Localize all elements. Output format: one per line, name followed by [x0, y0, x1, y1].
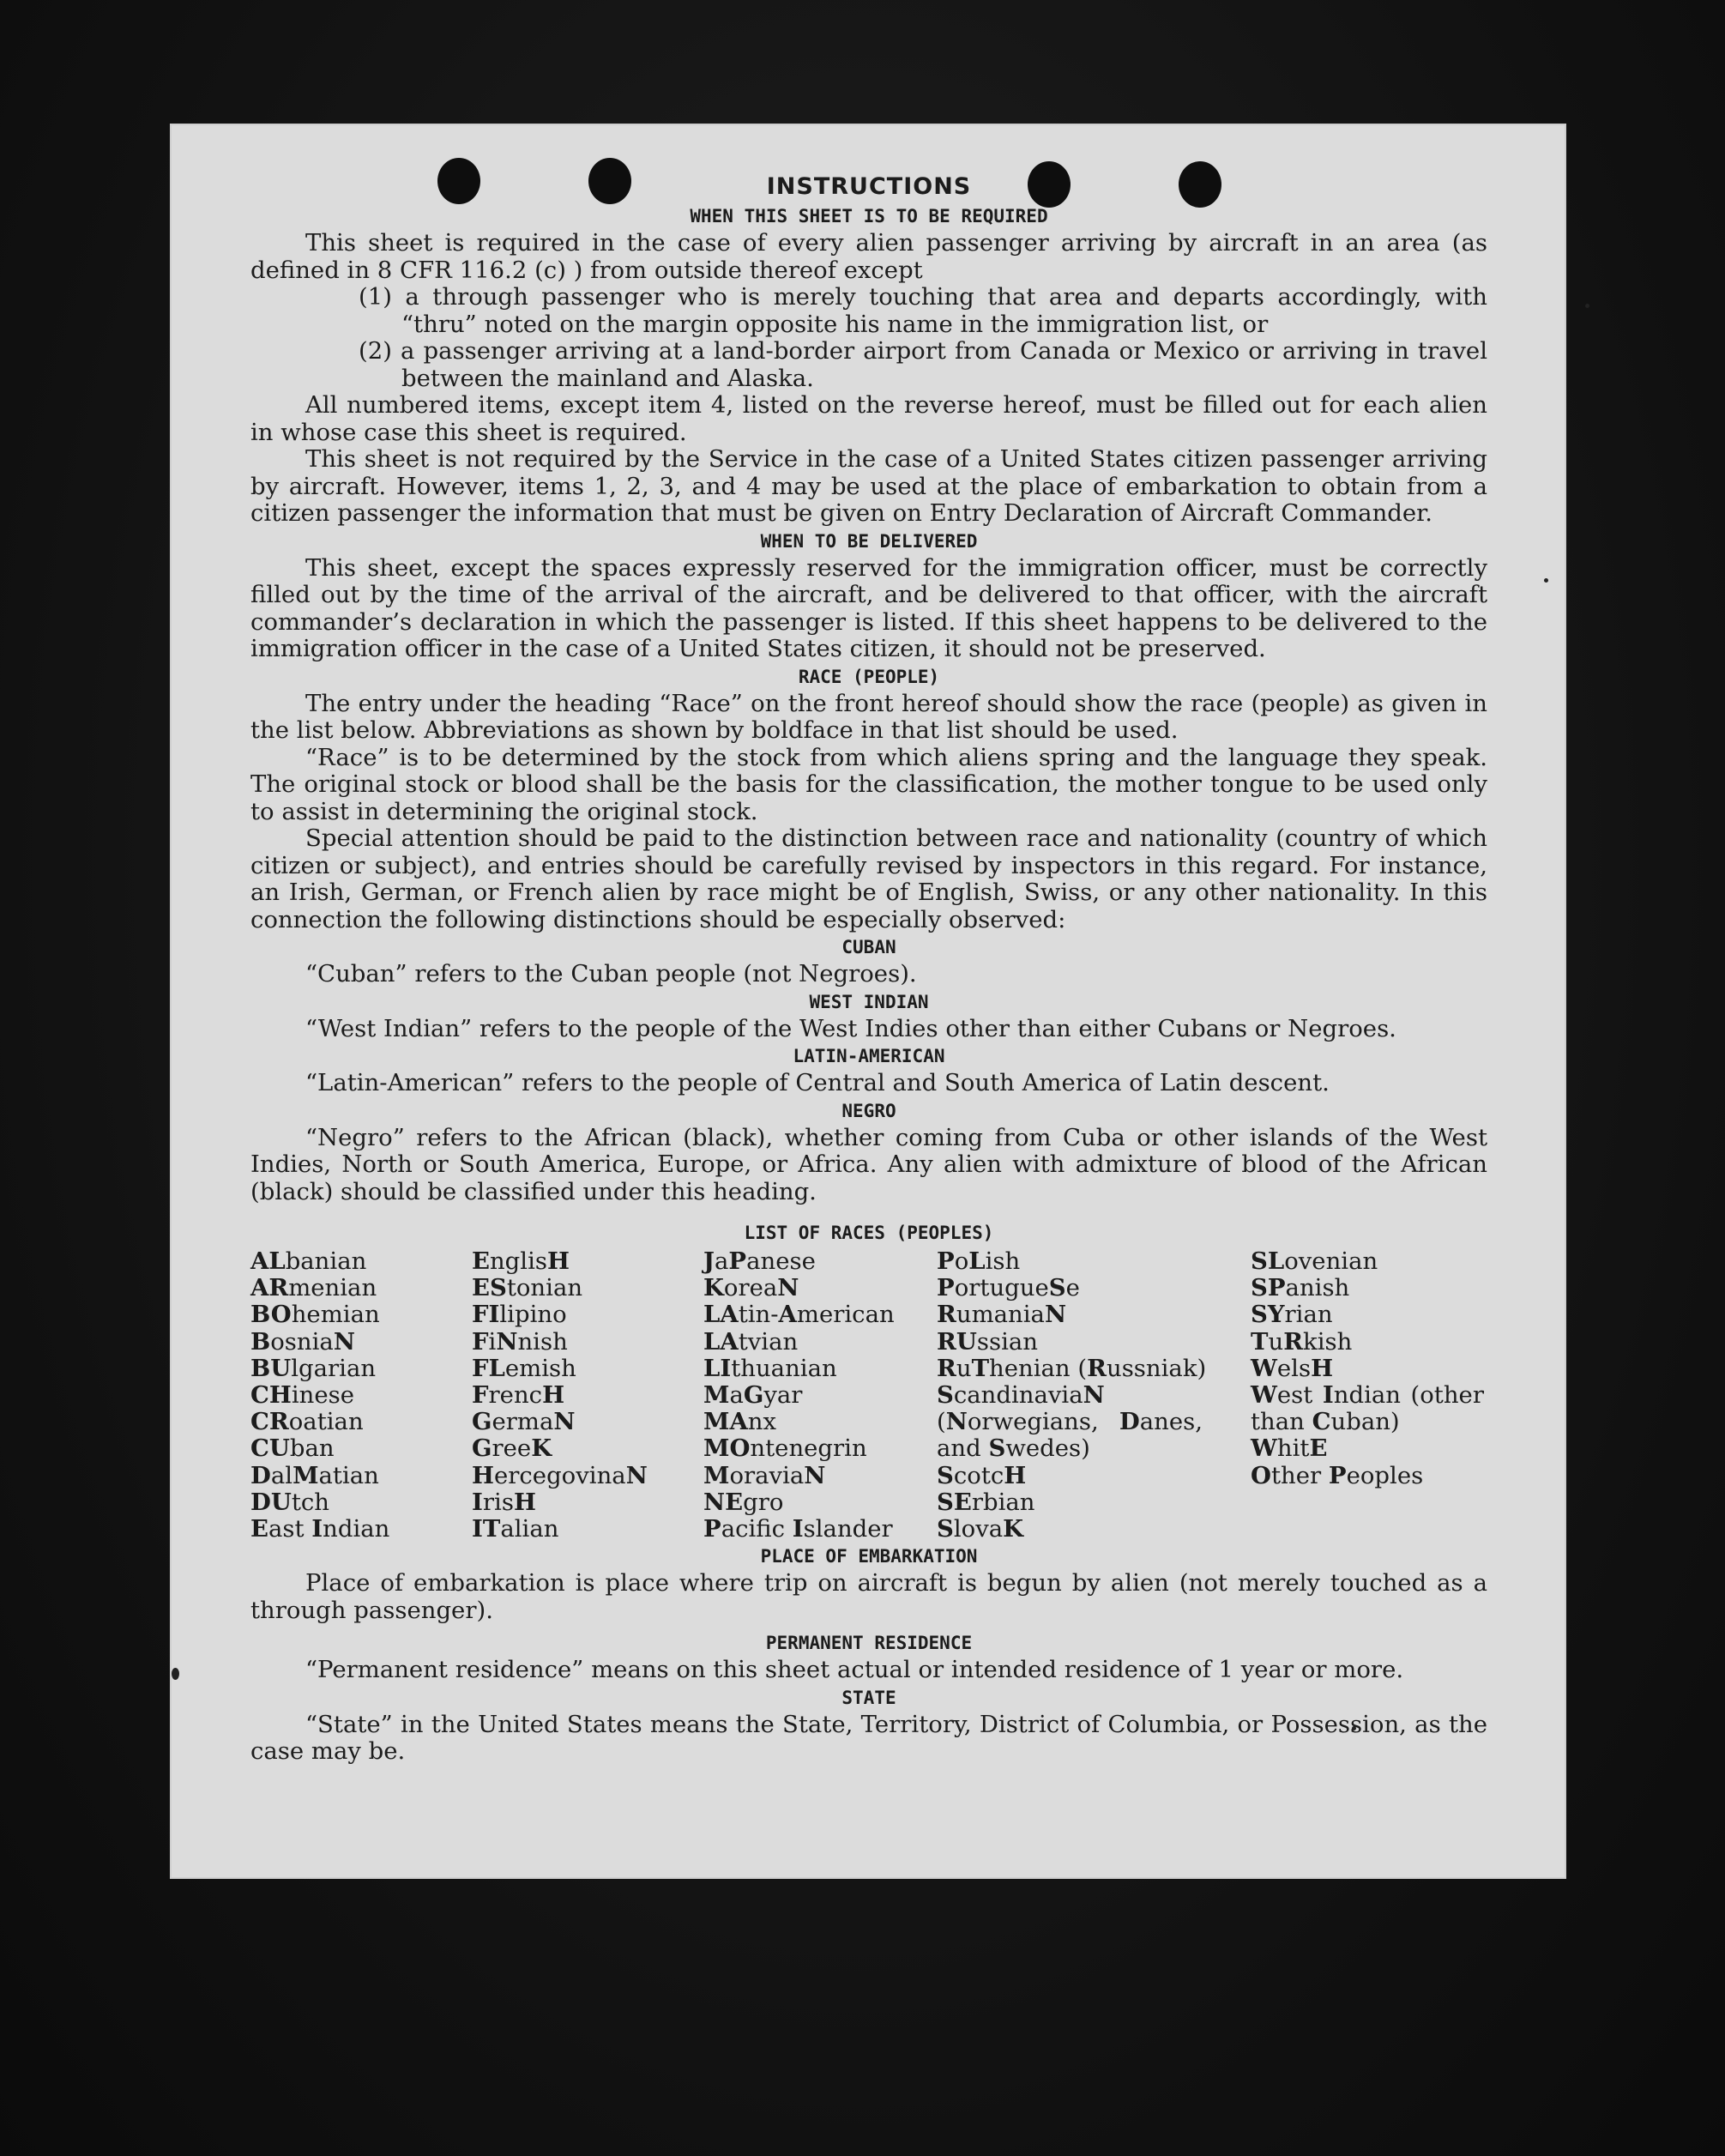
list-item: East Indian — [250, 1515, 390, 1543]
paragraph: “Permanent residence” means on this sheet actual or intended residence of 1 year or more. — [305, 1656, 1404, 1684]
list-item: LAtvian — [703, 1327, 799, 1356]
list-item: FiNnish — [472, 1327, 568, 1356]
list-item: West Indian (other than Cuban) — [1251, 1381, 1484, 1436]
race-column — [250, 1248, 472, 1543]
paragraph: “Negro” refers to the African (black), whether coming from Cuba or other islands of the West Indies, North or South America, Europe, or Africa. Any alien with admixture of blood of the African (black) should be classified under this heading. — [250, 1123, 1487, 1205]
list-item: LAtin-American — [703, 1301, 895, 1329]
list-item: ARmenian — [250, 1274, 377, 1302]
list-item: MaGyar — [703, 1381, 803, 1410]
list-item: SYrian — [1251, 1301, 1333, 1329]
list-item: CRoatian — [250, 1408, 364, 1436]
list-item: ScandinaviaN (Norwegians, Danes, and Swedes) — [937, 1381, 1203, 1463]
list-item: Pacific Islander — [703, 1515, 893, 1543]
list-item: SlovaK — [937, 1515, 1024, 1543]
paragraph: This sheet, except the spaces expressly reserved for the immigration officer, must be correctly filled out by the time of the arrival of the aircraft, and be delivered to that officer, with the aircraft commander’s declaration in which the passenger is listed. If this sheet happens to be delivered to the immigration officer in the case of a United States citizen, it should not be preserved. — [250, 553, 1487, 662]
list-item: JaPanese — [703, 1247, 816, 1275]
heading-place-of-embarkation: PLACE OF EMBARKATION — [760, 1546, 978, 1567]
paragraph: This sheet is not required by the Service in the case of a United States citizen passenger arriving by aircraft. However, items 1, 2, 3, and 4 may be used at the place of embarkation to obtain from a citizen passenger the information that must be given on Entry Declaration of Aircraft Commander. — [250, 445, 1487, 527]
list-item: (1) a through passenger who is merely touching that area and departs accordingly, with “thru” noted on the margin opposite his name in the immigration list, or — [359, 283, 1487, 338]
list-item: (2) a passenger arriving at a land-border airport from Canada or Mexico or arriving in travel between the mainland and Alaska. — [359, 337, 1487, 392]
heading-when-delivered: WHEN TO BE DELIVERED — [760, 530, 978, 552]
paragraph: “Latin-American” refers to the people of Central and South America of Latin descent. — [305, 1069, 1330, 1096]
list-item: RuThenian (Russniak) — [937, 1354, 1207, 1382]
race-list — [250, 1248, 1487, 1543]
list-item: PortugueSe — [937, 1274, 1080, 1302]
list-item: BosniaN — [250, 1327, 355, 1356]
heading-permanent-residence: PERMANENT RESIDENCE — [765, 1633, 973, 1654]
list-item: MOntenegrin — [703, 1434, 867, 1463]
race-column — [472, 1248, 703, 1543]
list-item: NEgro — [703, 1488, 784, 1516]
list-item: WelsH — [1251, 1354, 1334, 1382]
race-column — [703, 1248, 937, 1543]
heading-when-required: WHEN THIS SHEET IS TO BE REQUIRED — [690, 206, 1048, 226]
heading-race: RACE (PEOPLE) — [798, 666, 940, 687]
list-item: SPanish — [1251, 1274, 1350, 1302]
list-item: EStonian — [472, 1274, 583, 1302]
list-item: BUlgarian — [250, 1354, 377, 1382]
heading-west-indian: WEST INDIAN — [809, 991, 929, 1012]
list-item: DUtch — [250, 1488, 330, 1516]
instructions-title: INSTRUCTIONS — [766, 173, 972, 200]
race-column — [937, 1248, 1251, 1543]
list-item: CHinese — [250, 1381, 355, 1410]
list-item: PoLish — [937, 1247, 1021, 1275]
list-item: TuRkish — [1251, 1327, 1353, 1356]
list-item: MoraviaN — [703, 1461, 826, 1489]
paragraph: “Cuban” refers to the Cuban people (not Negroes). — [305, 960, 917, 987]
list-item: ScotcH — [937, 1461, 1027, 1489]
list-item: LIthuanian — [703, 1354, 837, 1382]
paragraph: Special attention should be paid to the distinction between race and nationality (country of which citizen or subject), and entries should be carefully revised by inspectors in this regard. For instance, an Irish, German, or French alien by race might be of English, Swiss, or any other nationality. In this connection the following distinctions should be especially observed: — [250, 824, 1487, 933]
list-item: DalMatian — [250, 1461, 379, 1489]
race-column — [1251, 1248, 1487, 1543]
paragraph: “Race” is to be determined by the stock from which aliens spring and the language they speak. The original stock or blood shall be the basis for the classification, the mother tongue to be used only to assist in determining the original stock. — [250, 743, 1487, 825]
paragraph: “State” in the United States means the State, Territory, District of Columbia, or Possession, as the case may be. — [250, 1710, 1487, 1766]
list-item: CUban — [250, 1434, 335, 1463]
list-item: GermaN — [472, 1408, 576, 1436]
heading-latin-american: LATIN-AMERICAN — [793, 1046, 945, 1066]
instructions-content — [250, 172, 1487, 1766]
list-item: IrisH — [472, 1488, 536, 1516]
paragraph: Place of embarkation is place where trip on aircraft is begun by alien (not merely touched as a through passenger). — [250, 1569, 1487, 1624]
list-item: Other Peoples — [1251, 1461, 1424, 1489]
list-item: SErbian — [937, 1488, 1035, 1516]
list-item: FLemish — [472, 1354, 576, 1382]
list-item: ITalian — [472, 1515, 559, 1543]
list-item: GreeK — [472, 1434, 552, 1463]
list-item: MAnx — [703, 1408, 777, 1436]
document-sheet — [170, 124, 1566, 1879]
list-item: ALbanian — [250, 1247, 367, 1275]
list-item: RumaniaN — [937, 1301, 1067, 1329]
list-item: EnglisH — [472, 1247, 570, 1275]
list-item: FrencH — [472, 1381, 565, 1410]
list-item: RUssian — [937, 1327, 1038, 1356]
paragraph: “West Indian” refers to the people of the West Indies other than either Cubans or Negroes. — [305, 1014, 1396, 1042]
paragraph: All numbered items, except item 4, listed on the reverse hereof, must be filled out for each alien in whose case this sheet is required. — [250, 391, 1487, 446]
list-item: BOhemian — [250, 1301, 380, 1329]
heading-cuban: CUBAN — [841, 937, 896, 957]
list-item: WhitE — [1251, 1434, 1328, 1463]
paragraph: This sheet is required in the case of every alien passenger arriving by aircraft in an area (as defined in 8 CFR 116.2 (c) ) from outside thereof except — [250, 229, 1487, 284]
list-item: SLovenian — [1251, 1247, 1378, 1275]
paragraph: The entry under the heading “Race” on the front hereof should show the race (people) as given in the list below. Abbreviations as shown by boldface in that list should be used. — [250, 689, 1487, 744]
heading-negro: NEGRO — [841, 1100, 896, 1121]
heading-state: STATE — [841, 1687, 896, 1708]
list-item: KoreaN — [703, 1274, 799, 1302]
heading-list-of-races: LIST OF RACES (PEOPLES) — [744, 1223, 994, 1243]
list-item: HercegovinaN — [472, 1461, 648, 1489]
list-item: FIlipino — [472, 1301, 567, 1329]
